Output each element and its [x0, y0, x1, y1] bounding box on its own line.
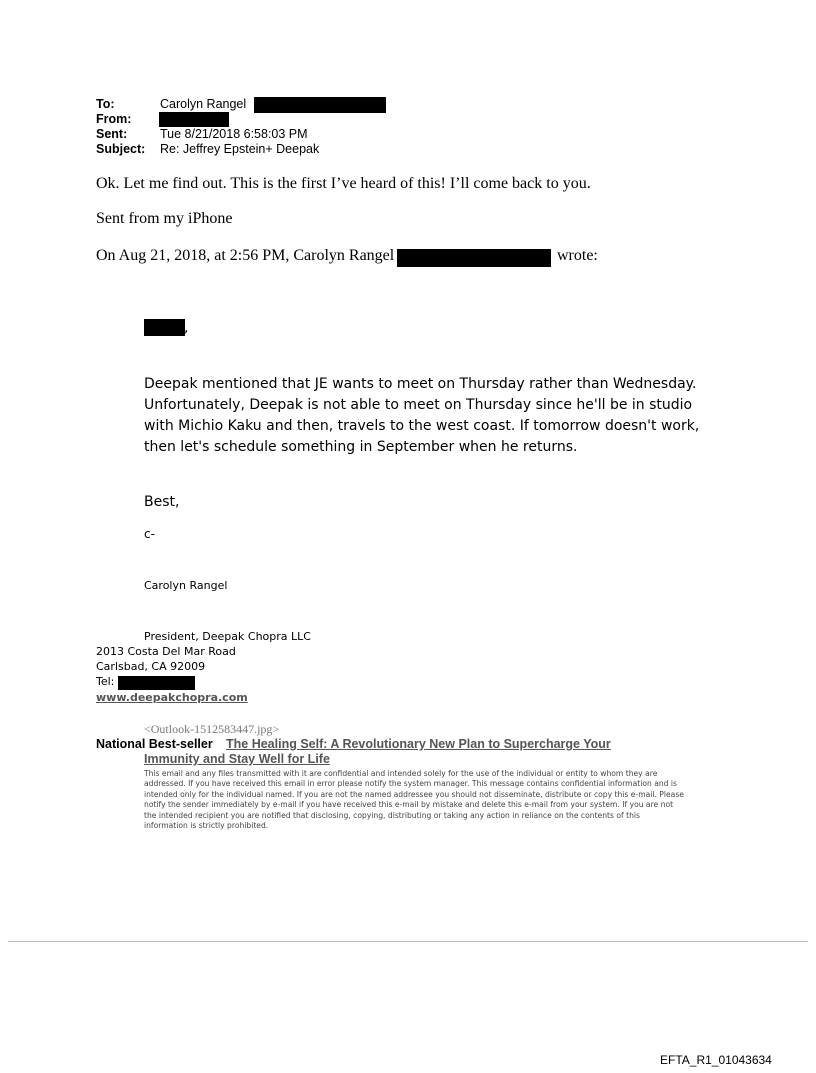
- subject-value: Re: Jeffrey Epstein+ Deepak: [160, 142, 320, 156]
- tel-label: Tel:: [96, 675, 115, 688]
- website-link[interactable]: www.deepakchopra.com: [96, 691, 248, 704]
- body-line: Unfortunately, Deepak is not able to meet on Thursday since he'll be in studio: [144, 397, 693, 413]
- body-line: then let's schedule something in September when he returns.: [144, 439, 578, 455]
- salutation-comma: ,: [184, 320, 189, 336]
- to-label: To:: [96, 97, 115, 111]
- signature-name: Carolyn Rangel: [144, 579, 228, 592]
- address-line-1: 2013 Costa Del Mar Road: [96, 645, 236, 658]
- sent-label: Sent:: [96, 127, 128, 141]
- sent-value: Tue 8/21/2018 6:58:03 PM: [160, 127, 308, 141]
- redaction-block: [254, 97, 386, 113]
- quote-intro-wrote: wrote:: [557, 247, 598, 264]
- from-label: From:: [96, 112, 132, 126]
- signature-title: President, Deepak Chopra LLC: [144, 630, 311, 643]
- page-divider: [8, 941, 808, 942]
- redaction-block: [144, 319, 185, 336]
- closing: Best,: [144, 494, 180, 510]
- image-placeholder: <Outlook-1512583447.jpg>: [144, 722, 280, 736]
- quote-intro: On Aug 21, 2018, at 2:56 PM, Carolyn Rangel: [96, 247, 395, 264]
- book-title-link-line-2[interactable]: Immunity and Stay Well for Life: [144, 752, 330, 766]
- reply-line: Ok. Let me find out. This is the first I’ve heard of this! I’ll come back to you.: [96, 175, 591, 192]
- body-line: Deepak mentioned that JE wants to meet on Thursday rather than Wednesday.: [144, 376, 697, 392]
- confidentiality-disclaimer: This email and any files transmitted with it are confidential and intended solely for the use of the individual or entity to whom they are addressed. If you have received this email in error please notify the system manager. This message contains confidential information and is intended only for the individual named. If you are not the named addressee you should not disseminate, distribute or copy this e-mail. Please notify the sender immediately by e-mail if you have received this e-mail by mistake and delete this e-mail from your system. If you are not the intended recipient you are notified that disclosing, copying, distributing or taking any action in reliance on the contents of this information is strictly prohibited.: [144, 769, 684, 831]
- sent-from-iphone: Sent from my iPhone: [96, 210, 233, 227]
- redaction-block: [397, 249, 551, 267]
- subject-label: Subject:: [96, 142, 146, 156]
- document-id: EFTA_R1_01043634: [660, 1053, 772, 1067]
- bestseller-label: National Best-seller: [96, 737, 213, 751]
- initial: c-: [144, 527, 155, 541]
- address-line-2: Carlsbad, CA 92009: [96, 660, 206, 673]
- redaction-block: [118, 676, 195, 690]
- body-line: with Michio Kaku and then, travels to the west coast. If tomorrow doesn't work,: [144, 418, 700, 434]
- to-value: Carolyn Rangel: [160, 97, 247, 111]
- book-title-link-line-1[interactable]: The Healing Self: A Revolutionary New Plan to Supercharge Your: [226, 737, 611, 751]
- redaction-block: [159, 112, 229, 127]
